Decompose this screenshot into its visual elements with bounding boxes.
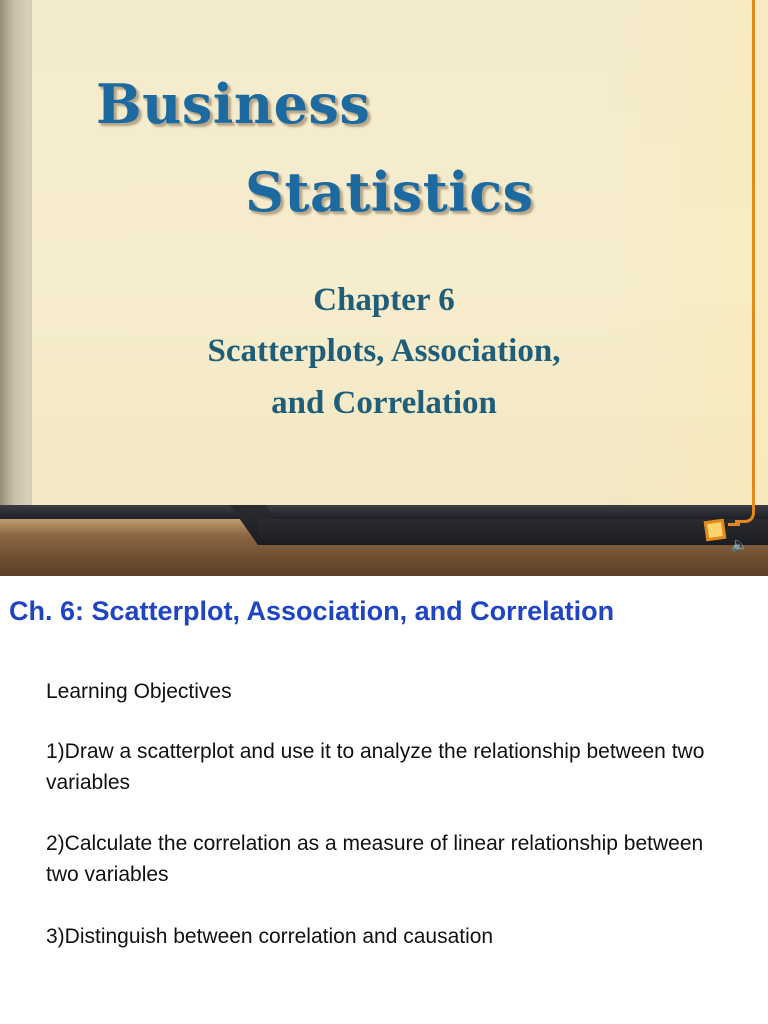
speaker-icon[interactable]: 🔈 <box>731 537 749 553</box>
orange-frame-line <box>735 0 755 523</box>
objectives-heading: Learning Objectives <box>46 680 232 703</box>
subtitle-line-1: Scatterplots, Association, <box>207 333 561 369</box>
objective-item-2: 2)Calculate the correlation as a measure of linear relationship between two variables <box>46 832 704 886</box>
objective-item-3: 3)Distinguish between correlation and causation <box>46 925 494 948</box>
subtitle-line-2: and Correlation <box>271 385 497 421</box>
title-word-statistics: Statistics <box>245 160 534 224</box>
dark-stripe <box>0 505 768 519</box>
objectives-slide <box>0 576 768 1024</box>
dark-stripe-right <box>258 519 768 545</box>
orange-connector <box>728 523 740 526</box>
title-word-business: Business <box>96 72 371 136</box>
chapter-label: Chapter 6 <box>313 282 455 318</box>
orange-square-icon <box>704 519 727 542</box>
objective-item-1: 1)Draw a scatterplot and use it to analyze the relationship between two variables <box>46 740 705 794</box>
slide-title: Ch. 6: Scatterplot, Association, and Correlation <box>9 596 615 626</box>
